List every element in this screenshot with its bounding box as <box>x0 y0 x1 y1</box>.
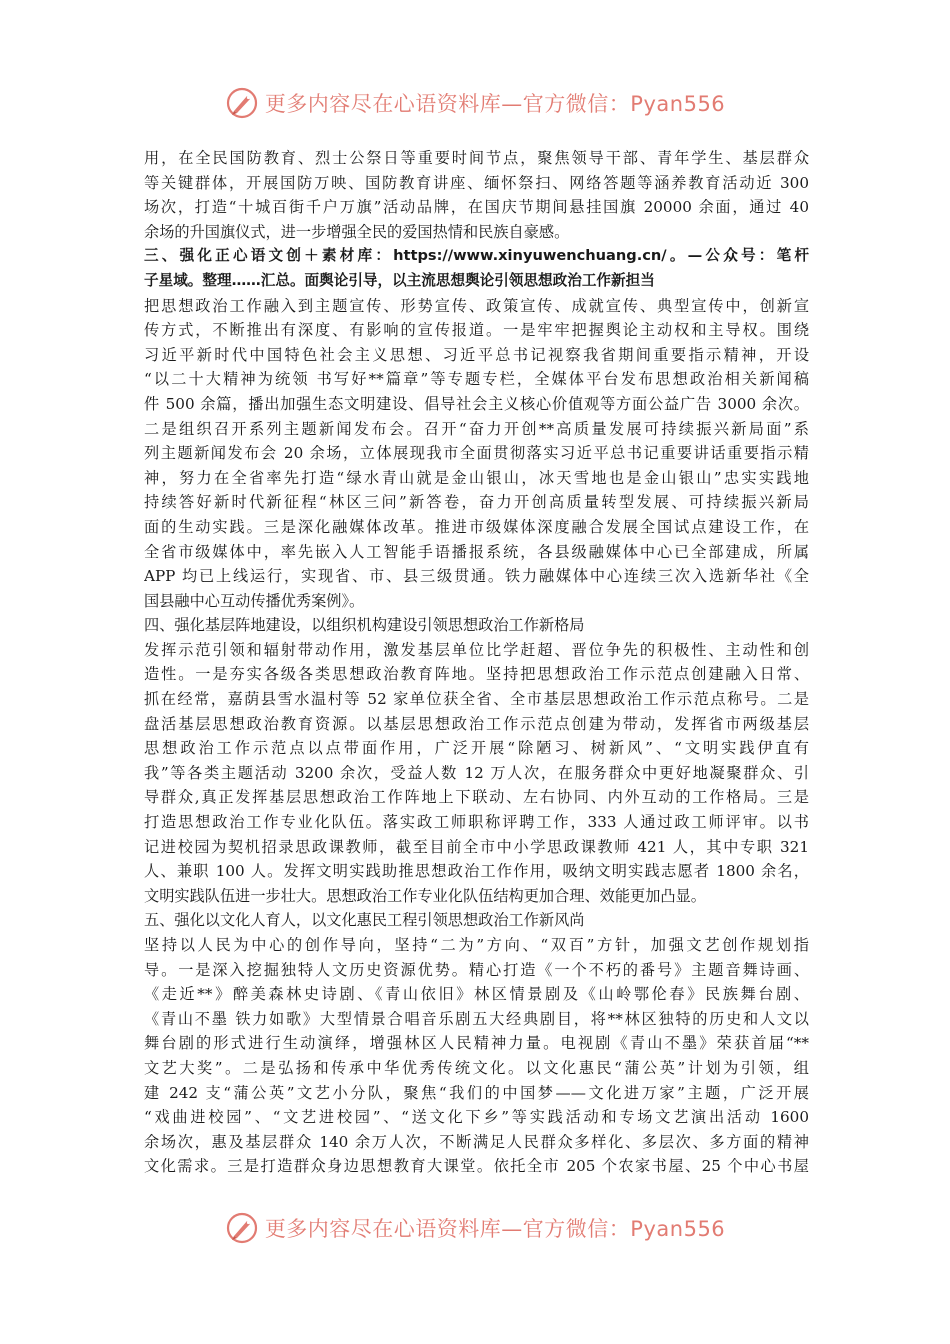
text-line: 《走近**》醉美森林史诗剧、《青山依旧》林区情景剧及《山岭鄂伦春》民族舞台剧、 <box>144 985 809 1004</box>
text-line: 等关键群体，开展国防万映、国防教育讲座、缅怀祭扫、网络答题等涵养教育活动近 300 <box>144 173 809 192</box>
section-heading-line: 三、强化正心语文创＋素材库：https://www.xinyuwenchuang.cn/。—公众号：笔杆 <box>144 247 809 265</box>
text-line: 文明实践队伍进一步壮大。思想政治工作专业化队伍结构更加合理、效能更加凸显。 <box>144 886 706 905</box>
text-line: 二是组织召开系列主题新闻发布会。召开“奋力开创**高质量发展可持续振兴新局面”系 <box>144 419 809 438</box>
text-line: 人、兼职 100 人。发挥文明实践助推思想政治工作作用，吸纳文明实践志愿者 1800 余名， <box>144 862 809 881</box>
text-line: 打造思想政治工作专业化队伍。落实政工师职称评聘工作，333 人通过政工师评审。以书 <box>144 813 809 832</box>
pen-nib-logo-icon <box>225 86 259 120</box>
pen-nib-logo-icon <box>225 1211 259 1245</box>
text-line: 舞台剧的形式进行生动演绎，增强林区人民精神力量。电视剧《青山不墨》荣获首届“** <box>144 1034 809 1053</box>
text-line: 《青山不墨 铁力如歌》大型情景合唱音乐剧五大经典剧目，将**林区独特的历史和人文以 <box>144 1009 809 1028</box>
text-line: 坚持以人民为中心的创作导向，坚持“二为”方向、“双百”方针，加强文艺创作规划指 <box>144 936 809 954</box>
text-line: 抓在经常，嘉荫县雪水温村等 52 家单位获全省、全市基层思想政治工作示范点称号。二是 <box>144 690 809 709</box>
text-line: 持续答好新时代新征程“林区三问”新答卷，奋力开创高质量转型发展、可持续振兴新局 <box>144 493 809 512</box>
text-line: 我”等各类主题活动 3200 余次，受益人数 12 万人次，在服务群众中更好地凝聚群众、引 <box>144 763 809 782</box>
text-line: 造性。一是夯实各级各类思想政治教育阵地。坚持把思想政治工作示范点创建融入日常、 <box>144 665 809 684</box>
text-line: “戏曲进校园”、“文艺进校园”、“送文化下乡”等实践活动和专场文艺演出活动 1600 <box>144 1108 809 1127</box>
section-heading-line: 子星域。整理……汇总。面舆论引导，以主流思想舆论引领思想政治工作新担当 <box>144 271 655 289</box>
text-line: 场次，打造“十城百街千户万旗”活动品牌，在国庆节期间悬挂国旗 20000 余面，通过 40 <box>144 198 809 217</box>
text-line: 余场的升国旗仪式，进一步增强全民的爱国热情和民族自豪感。 <box>144 222 570 241</box>
banner-text: 更多内容尽在心语资料库—官方微信：Pyan556 <box>264 92 726 116</box>
text-line: 全省市级媒体中，率先嵌入人工智能手语播报系统，各县级融媒体中心已全部建成，所属 <box>144 542 809 561</box>
text-line: 面的生动实践。三是深化融媒体改革。推进市级媒体深度融合发展全国试点建设工作，在 <box>144 517 809 536</box>
text-line: 发挥示范引领和辐射带动作用，激发基层单位比学赶超、晋位争先的积极性、主动性和创 <box>144 640 809 659</box>
text-line: 余场次，惠及基层群众 140 余万人次，不断满足人民群众多样化、多层次、多方面的精神 <box>144 1132 809 1151</box>
document-body <box>144 146 809 1179</box>
text-line: 记进校园为契机招录思政课教师，截至目前全市中小学思政课教师 421 人，其中专职 321 <box>144 837 809 856</box>
text-line: 文艺大奖”。二是弘扬和传承中华优秀传统文化。以文化惠民“蒲公英”计划为引领，组 <box>144 1058 809 1077</box>
text-line: 用，在全民国防教育、烈士公祭日等重要时间节点，聚焦领导干部、青年学生、基层群众 <box>144 149 809 167</box>
text-line: “以二十大精神为统领 书写好**篇章”等专题专栏，全媒体平台发布思想政治相关新闻稿 <box>144 370 809 389</box>
text-line: APP 均已上线运行，实现省、市、县三级贯通。铁力融媒体中心连续三次入选新华社《全 <box>144 567 809 586</box>
header-banner <box>0 83 950 123</box>
text-line: 列主题新闻发布会 20 余场，立体展现我市全面贯彻落实习近平总书记重要讲话重要指示精 <box>144 444 809 463</box>
text-line: 把思想政治工作融入到主题宣传、形势宣传、政策宣传、成就宣传、典型宣传中，创新宣 <box>144 296 809 315</box>
text-line: 建 242 支“蒲公英”文艺小分队，聚焦“我们的中国梦——文化进万家”主题，广泛开展 <box>144 1083 809 1102</box>
banner-text: 更多内容尽在心语资料库—官方微信：Pyan556 <box>264 1217 726 1241</box>
text-line: 四、强化基层阵地建设，以组织机构建设引领思想政治工作新格局 <box>144 616 585 635</box>
text-line: 五、强化以文化人育人，以文化惠民工程引领思想政治工作新风尚 <box>144 911 585 930</box>
text-line: 件 500 余篇，播出加强生态文明建设、倡导社会主义核心价值观等方面公益广告 3000 余次。 <box>144 394 809 413</box>
text-line: 神，努力在全省率先打造“绿水青山就是金山银山，冰天雪地也是金山银山”忠实实践地 <box>144 468 809 487</box>
text-line: 文化需求。三是打造群众身边思想教育大课堂。依托全市 205 个农家书屋、25 个中心书屋 <box>144 1157 809 1176</box>
footer-banner <box>0 1208 950 1248</box>
text-line: 习近平新时代中国特色社会主义思想、习近平总书记视察我省期间重要指示精神，开设 <box>144 345 809 364</box>
text-line: 盘活基层思想政治教育资源。以基层思想政治工作示范点创建为带动，发挥省市两级基层 <box>144 714 809 733</box>
text-line: 导群众,真正发挥基层思想政治工作阵地上下联动、左右协同、内外互动的工作格局。三是 <box>144 788 809 807</box>
text-line: 国县融中心互动传播优秀案例》。 <box>144 591 365 610</box>
text-line: 导。一是深入挖掘独特人文历史资源优势。精心打造《一个不朽的番号》主题音舞诗画、 <box>144 960 809 979</box>
text-line: 思想政治工作示范点以点带面作用，广泛开展“除陋习、树新风”、“文明实践伊直有 <box>144 739 809 758</box>
text-line: 传方式，不断推出有深度、有影响的宣传报道。一是牢牢把握舆论主动权和主导权。围绕 <box>144 321 809 340</box>
